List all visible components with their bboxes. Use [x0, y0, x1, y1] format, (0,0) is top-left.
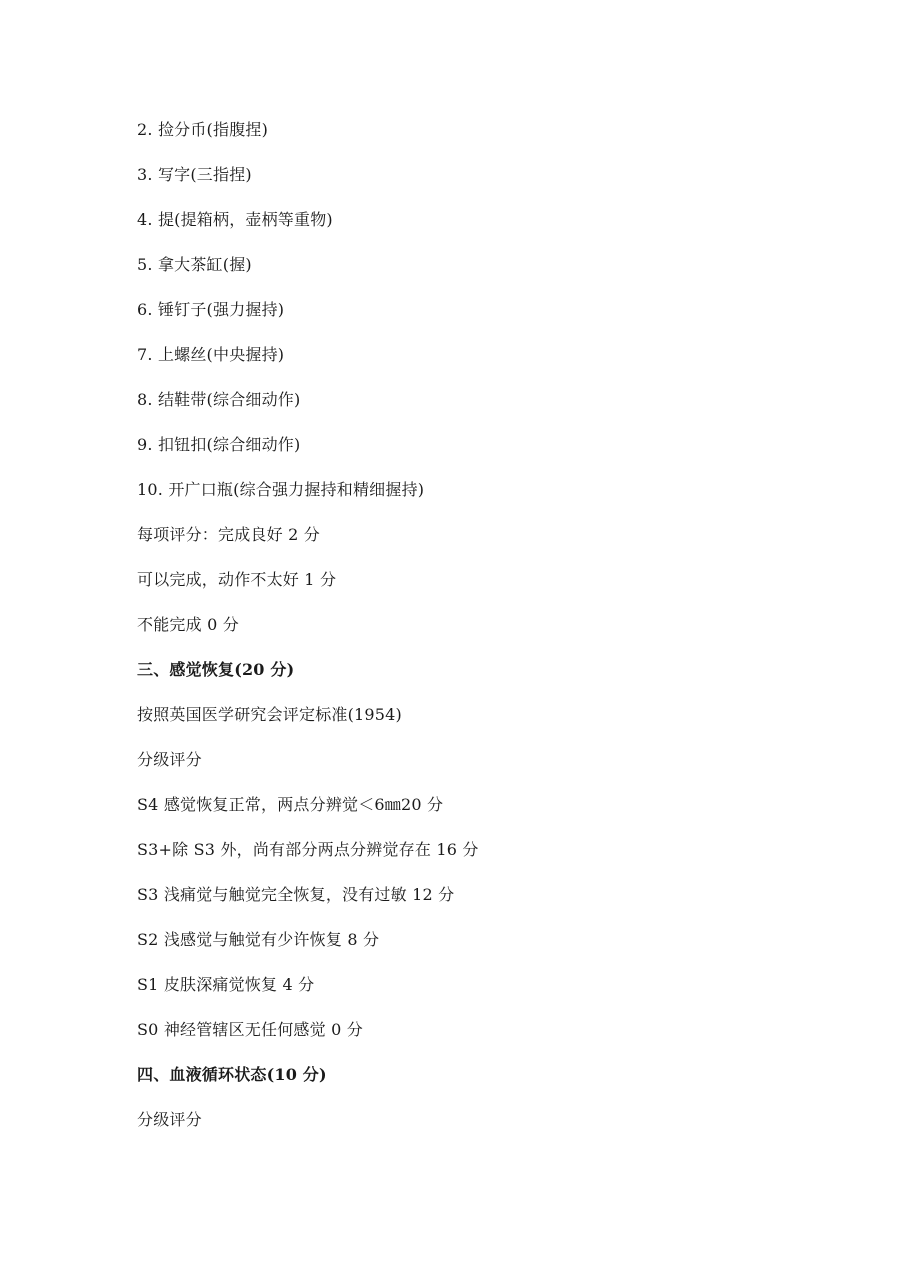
text-line: S2 浅感觉与触觉有少许恢复 8 分: [137, 930, 380, 949]
text-line: S1 皮肤深痛觉恢复 4 分: [137, 975, 315, 994]
text-line: 10. 开广口瓶(综合强力握持和精细握持): [137, 480, 425, 499]
text-line: 8. 结鞋带(综合细动作): [137, 390, 301, 409]
text-line: S3+除 S3 外，尚有部分两点分辨觉存在 16 分: [137, 840, 479, 859]
text-line: 3. 写字(三指捏): [137, 165, 252, 184]
section-heading: 四、血液循环状态(10 分): [137, 1065, 327, 1084]
text-line: 分级评分: [137, 1110, 202, 1129]
text-line: 6. 锤钉子(强力握持): [137, 300, 285, 319]
text-line: 2. 捡分币(指腹捏): [137, 120, 269, 139]
text-line: 分级评分: [137, 750, 202, 769]
text-line: S0 神经管辖区无任何感觉 0 分: [137, 1020, 363, 1039]
text-line: S4 感觉恢复正常，两点分辨觉＜6㎜20 分: [137, 795, 444, 814]
text-line: 不能完成 0 分: [137, 615, 239, 634]
text-line: 每项评分：完成良好 2 分: [137, 525, 320, 544]
text-line: 按照英国医学研究会评定标准(1954): [137, 705, 403, 724]
text-line: 9. 扣钮扣(综合细动作): [137, 435, 301, 454]
text-line: 5. 拿大茶缸(握): [137, 255, 252, 274]
section-heading: 三、感觉恢复(20 分): [137, 660, 295, 679]
text-line: S3 浅痛觉与触觉完全恢复，没有过敏 12 分: [137, 885, 455, 904]
text-line: 可以完成，动作不太好 1 分: [137, 570, 337, 589]
text-line: 7. 上螺丝(中央握持): [137, 345, 285, 364]
text-line: 4. 提(提箱柄，壶柄等重物): [137, 210, 333, 229]
